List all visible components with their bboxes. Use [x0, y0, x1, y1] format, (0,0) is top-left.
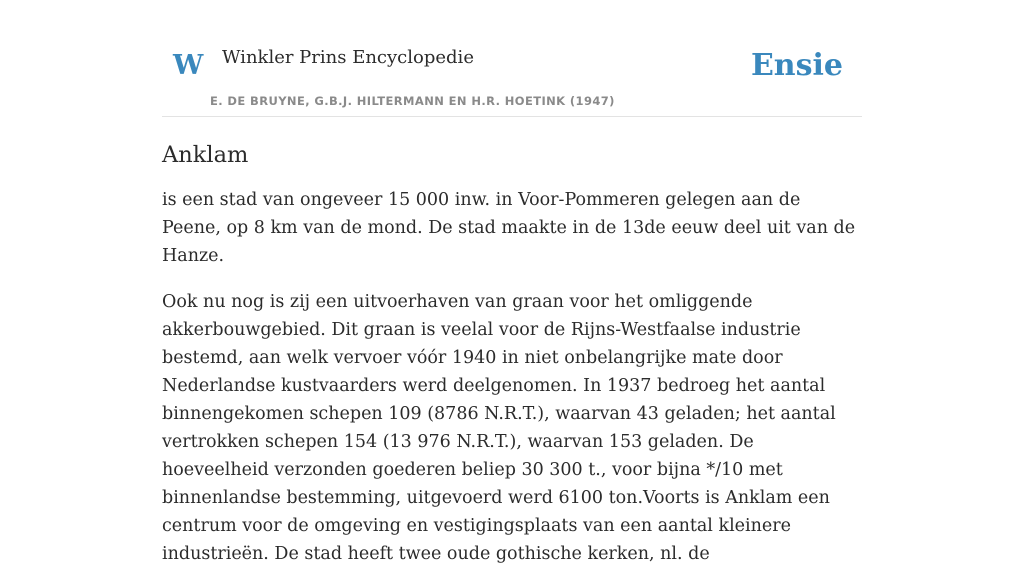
article-title: Anklam [162, 142, 249, 168]
article-body [162, 138, 862, 586]
source-header [162, 36, 862, 117]
article-paragraph: Ook nu nog is zij een uitvoerhaven van graan voor het omliggende akkerbouwgebied. Dit graan is veelal voor de Rijns-Westfaalse industrie bestemd, aan welk vervoer vóór 1940 in niet onbelangrijke mate door Nederlandse kustvaarders werd deelgenomen. In 1937 bedroeg het aantal binnengekomen schepen 109 (8786 N.R.T.), waarvan 43 geladen; het aantal vertrokken schepen 154 (13 976 N.R.T.), waarvan 153 geladen. De hoeveelheid verzonden goederen beliep 30 300 t., voor bijna */10 met binnenlandse bestemming, uitgevoerd werd 6100 ton.Voorts is Anklam een centrum voor de omgeving en vestigingsplaats van een aantal kleinere industrieën. De stad heeft twee oude gothische kerken, nl. de [162, 292, 836, 564]
article-paragraph: is een stad van ongeveer 15 000 inw. in Voor-Pommeren gelegen aan de Peene, op 8 km van de mond. De stad maakte in de 13de eeuw deel uit van de Hanze. [162, 190, 856, 266]
source-logo-icon[interactable]: W [173, 50, 204, 81]
source-authors: E. DE BRUYNE, G.B.J. HILTERMANN EN H.R. HOETINK (1947) [210, 94, 615, 108]
ensie-brand-logo[interactable]: Ensie [750, 48, 843, 83]
source-title-link[interactable]: Winkler Prins Encyclopedie [222, 47, 474, 68]
